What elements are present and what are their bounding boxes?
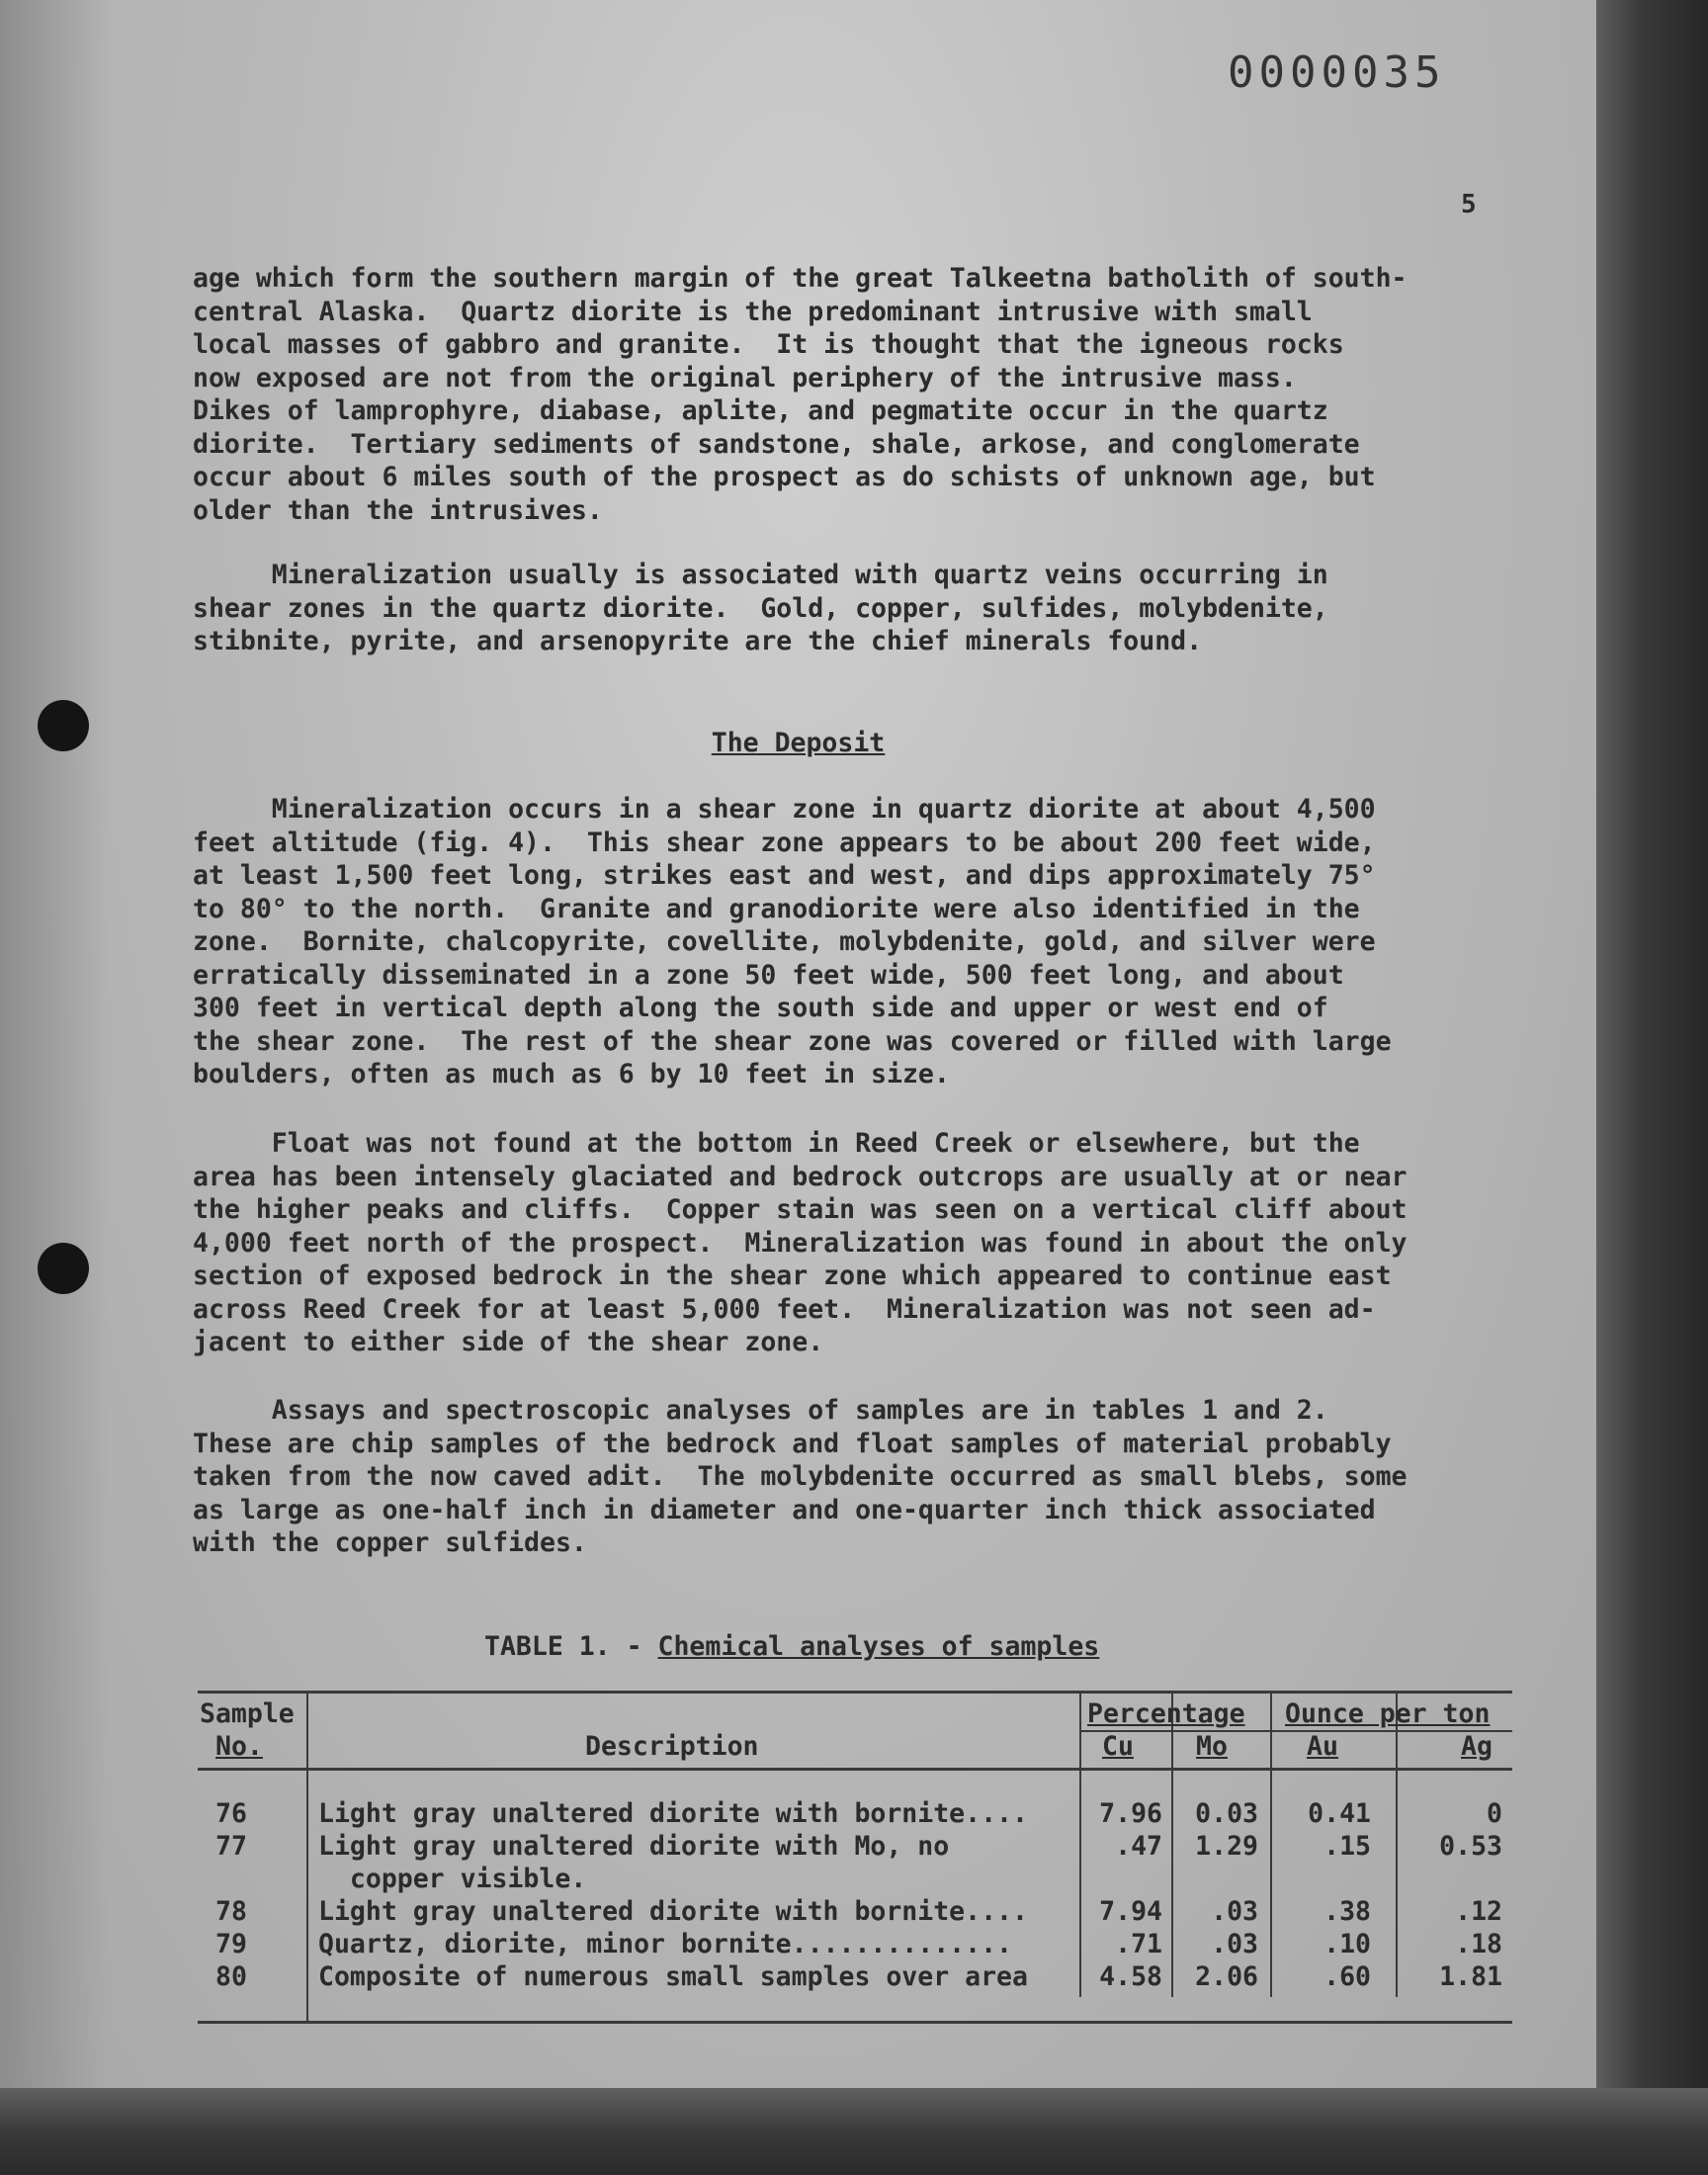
header-description: Description — [585, 1731, 759, 1762]
table-cell-ag: 0.53 — [1439, 1831, 1502, 1862]
table-group-rule — [1079, 1730, 1512, 1732]
header-au: Au — [1307, 1731, 1338, 1762]
table-cell-mo: 0.03 — [1195, 1798, 1258, 1829]
table-caption-prefix: TABLE 1. - — [484, 1631, 658, 1662]
table-cell-mo: .03 — [1211, 1896, 1258, 1927]
table-cell-cu: .47 — [1115, 1831, 1162, 1862]
table-cell-mo: 1.29 — [1195, 1831, 1258, 1862]
table-cell-au: 0.41 — [1308, 1798, 1371, 1829]
table-cell-au: .15 — [1324, 1831, 1371, 1862]
paragraph-geology: age which form the southern margin of the great Talkeetna batholith of south- central Alaska. Quartz diorite is the predominant intrusive with small local masses of gabbro and granite. It is thought that the igneous rocks now exposed are not from the original periphery of the intrusive mass. Dikes of lamprophyre, diabase, aplite, and pegmatite occur in the quartz diorite. Tertiary sediments of sandstone, shale, arkose, and conglomerate occur about 6 miles south of the prospect as do schists of unknown age, but older than the intrusives. — [193, 263, 1408, 526]
punch-hole-bottom — [38, 1243, 89, 1294]
header-percentage: Percentage — [1087, 1698, 1245, 1729]
table-cell-desc: Composite of numerous small samples over area — [318, 1961, 1028, 1992]
table-cell-cu: 4.58 — [1099, 1961, 1162, 1992]
table-cell-no: 79 — [215, 1929, 247, 1959]
paragraph-mineralization: Mineralization usually is associated with quartz veins occurring in shear zones in the quartz diorite. Gold, copper, sulfides, molybdenite, stibnite, pyrite, and arsenopyrite are the chief minerals found. — [193, 560, 1328, 656]
header-sample-no: No. — [215, 1731, 263, 1762]
page-number: 5 — [1461, 190, 1477, 219]
table-cell-mo: .03 — [1211, 1929, 1258, 1959]
table-cell-au: .10 — [1324, 1929, 1371, 1959]
document-number: 0000035 — [1228, 47, 1446, 98]
scan-edge-right — [1596, 0, 1708, 2175]
table-cell-no: 77 — [215, 1831, 247, 1862]
table-cell-desc-continued: copper visible. — [318, 1864, 587, 1894]
table-rule-header — [198, 1768, 1512, 1771]
table-cell-no: 80 — [215, 1961, 247, 1992]
table-cell-au: .60 — [1324, 1961, 1371, 1992]
table-cell-desc: Quartz, diorite, minor bornite.............. — [318, 1929, 1012, 1959]
table-cell-desc: Light gray unaltered diorite with bornite.... — [318, 1896, 1028, 1927]
table-caption — [484, 1631, 1099, 1662]
table-cell-ag: .18 — [1455, 1929, 1502, 1959]
paragraph-assays: Assays and spectroscopic analyses of samples are in tables 1 and 2. These are chip samples of the bedrock and float samples of material probably taken from the now caved adit. The molybdenite occurred as small blebs, some as large as one-half inch in diameter and one-quarter inch thick associated with the copper sulfides. — [193, 1395, 1408, 1558]
table-caption-title: Chemical analyses of samples — [657, 1631, 1100, 1662]
table-cell-cu: 7.96 — [1099, 1798, 1162, 1829]
table-cell-desc: Light gray unaltered diorite with bornite.... — [318, 1798, 1028, 1829]
table-cell-desc: Light gray unaltered diorite with Mo, no — [318, 1831, 950, 1862]
table-cell-ag: 0 — [1487, 1798, 1502, 1829]
header-mo: Mo — [1196, 1731, 1228, 1762]
header-ounce-per-ton: Ounce per ton — [1285, 1698, 1491, 1729]
paragraph-float: Float was not found at the bottom in Reed Creek or elsewhere, but the area has been intensely glaciated and bedrock outcrops are usually at or near the higher peaks and cliffs. Copper stain was seen on a vertical cliff about 4,000 feet north of the prospect. Mineralization was found in about the only section of exposed bedrock in the shear zone which appeared to continue east across Reed Creek for at least 5,000 feet. Mineralization was not seen ad- jacent to either side of the shear zone. — [193, 1128, 1408, 1357]
header-sample: Sample — [200, 1698, 295, 1729]
scan-edge-bottom — [0, 2088, 1708, 2175]
paragraph-deposit: Mineralization occurs in a shear zone in quartz diorite at about 4,500 feet altitude (fig. 4). This shear zone appears to be about 200 feet wide, at least 1,500 feet long, strikes east and west, and dips approximately 75° to 80° to the north. Granite and granodiorite were also identified in the zone. Bornite, chalcopyrite, covellite, molybdenite, gold, and silver were erratically disseminated in a zone 50 feet wide, 500 feet long, and about 300 feet in vertical depth along the south side and upper or west end of the shear zone. The rest of the shear zone was covered or filled with large boulders, often as much as 6 by 10 feet in size. — [193, 794, 1392, 1089]
table-cell-mo: 2.06 — [1195, 1961, 1258, 1992]
table-cell-ag: 1.81 — [1439, 1961, 1502, 1992]
table-cell-au: .38 — [1324, 1896, 1371, 1927]
table-cell-no: 78 — [215, 1896, 247, 1927]
header-ag: Ag — [1461, 1731, 1493, 1762]
table-rule-top — [198, 1691, 1512, 1694]
section-heading: The Deposit — [711, 728, 886, 758]
table-rule-bottom — [198, 2021, 1512, 2024]
table-col-rule — [306, 1691, 308, 2024]
samples-table — [198, 1691, 1512, 2024]
table-cell-cu: .71 — [1115, 1929, 1162, 1959]
table-cell-no: 76 — [215, 1798, 247, 1829]
page-shadow — [0, 0, 109, 2088]
table-cell-cu: 7.94 — [1099, 1896, 1162, 1927]
table-cell-ag: .12 — [1455, 1896, 1502, 1927]
header-cu: Cu — [1102, 1731, 1134, 1762]
